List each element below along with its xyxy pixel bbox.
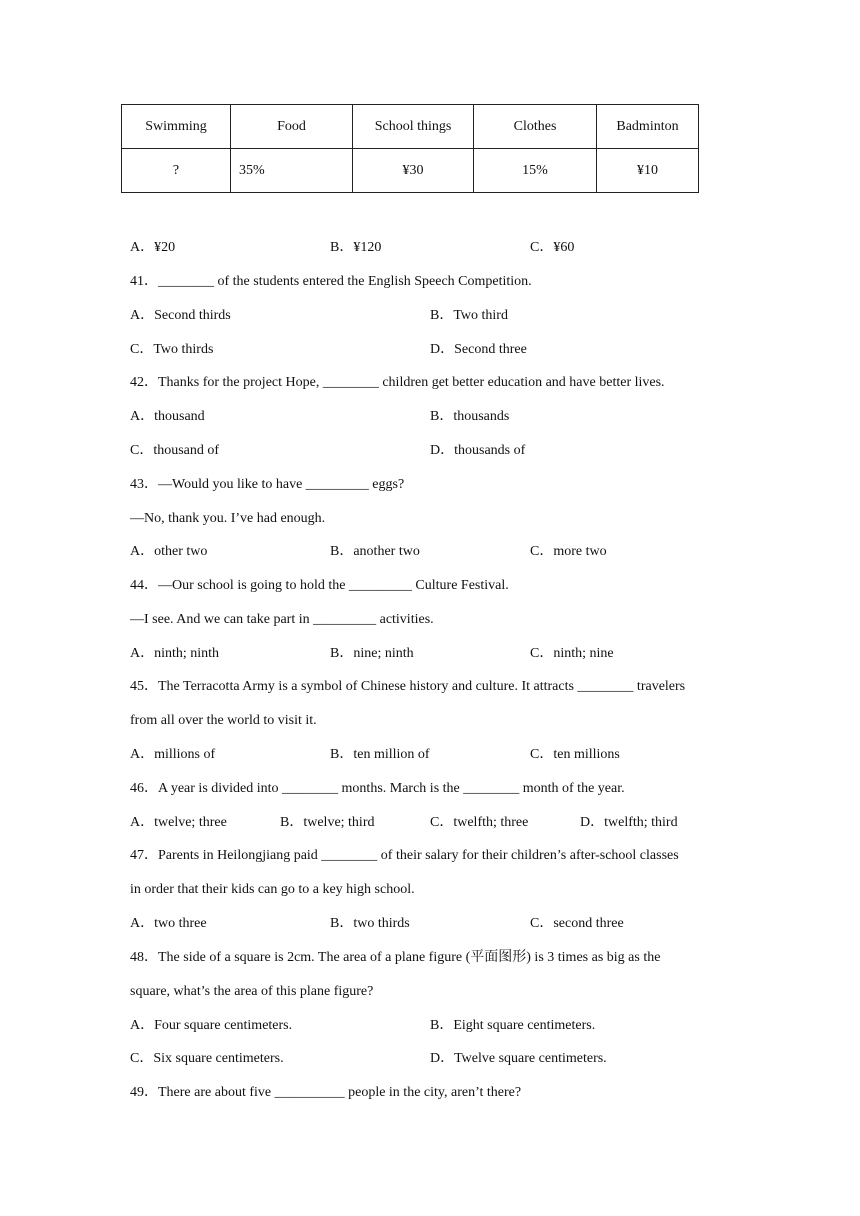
table-header-cell: Clothes — [474, 105, 597, 149]
q46-stem: 46．A year is divided into ________ months. March is the ________ month of the year. — [130, 781, 625, 796]
table-header-cell: Badminton — [597, 105, 699, 149]
q45-option-b: B．ten million of — [330, 747, 430, 762]
q46-option-c: C．twelfth; three — [430, 815, 529, 830]
table-header-cell: Swimming — [122, 105, 231, 149]
q44-stem: 44．—Our school is going to hold the _________ Culture Festival. — [130, 578, 509, 593]
table-cell: ¥30 — [353, 149, 474, 193]
q44-reply: —I see. And we can take part in _________ activities. — [130, 612, 434, 627]
q44-option-a: A．ninth; ninth — [130, 646, 220, 661]
q40-option-b: B．¥120 — [330, 240, 382, 255]
q44-option-c: C．ninth; nine — [530, 646, 614, 661]
q45-stem: 45．The Terracotta Army is a symbol of Chinese history and culture. It attracts ________ travelers — [130, 679, 686, 694]
q45-option-c: C．ten millions — [530, 747, 620, 762]
q46-option-b: B．twelve; third — [280, 815, 375, 830]
table-cell: 35% — [231, 149, 353, 193]
table-header-row — [122, 105, 699, 149]
q42-option-c: C．thousand of — [130, 443, 220, 458]
q42-option-d: D．thousands of — [430, 443, 526, 458]
q43-option-c: C．more two — [530, 544, 607, 559]
q48-stem: 48．The side of a square is 2cm. The area of a plane figure (平面图形) is 3 times as big as the — [130, 950, 661, 965]
q48-option-d: D．Twelve square centimeters. — [430, 1051, 607, 1066]
table-cell: ? — [122, 149, 231, 193]
q41-option-b: B．Two third — [430, 308, 508, 323]
q46-option-d: D．twelfth; third — [580, 815, 678, 830]
q49-stem: 49．There are about five __________ people in the city, aren’t there? — [130, 1085, 522, 1100]
q47-stem: 47．Parents in Heilongjiang paid ________ of their salary for their children’s after-school classes — [130, 848, 679, 863]
q47-option-c: C．second three — [530, 916, 624, 931]
q47-stem-continued: in order that their kids can go to a key high school. — [130, 882, 415, 897]
q48-option-a: A．Four square centimeters. — [130, 1018, 293, 1033]
q40-option-c: C．¥60 — [530, 240, 575, 255]
q45-stem-continued: from all over the world to visit it. — [130, 713, 317, 728]
q48-option-c: C．Six square centimeters. — [130, 1051, 284, 1066]
table-row — [122, 149, 699, 193]
q41-stem: 41．________ of the students entered the English Speech Competition. — [130, 274, 532, 289]
q43-option-b: B．another two — [330, 544, 420, 559]
q45-option-a: A．millions of — [130, 747, 216, 762]
q47-option-b: B．two thirds — [330, 916, 410, 931]
table-header-cell: School things — [353, 105, 474, 149]
q43-option-a: A．other two — [130, 544, 208, 559]
q46-option-a: A．twelve; three — [130, 815, 227, 830]
q42-stem: 42．Thanks for the project Hope, ________ children get better education and have better lives. — [130, 375, 665, 390]
q40-option-a: A．¥20 — [130, 240, 176, 255]
q48-stem-continued: square, what’s the area of this plane figure? — [130, 984, 374, 999]
table-cell: ¥10 — [597, 149, 699, 193]
q48-option-b: B．Eight square centimeters. — [430, 1018, 596, 1033]
q42-option-b: B．thousands — [430, 409, 510, 424]
q41-option-d: D．Second three — [430, 342, 527, 357]
q41-option-a: A．Second thirds — [130, 308, 231, 323]
q41-option-c: C．Two thirds — [130, 342, 214, 357]
q47-option-a: A．two three — [130, 916, 207, 931]
table-header-cell: Food — [231, 105, 353, 149]
q43-stem: 43．—Would you like to have _________ eggs? — [130, 477, 405, 492]
q43-reply: —No, thank you. I’ve had enough. — [130, 511, 326, 526]
q44-option-b: B．nine; ninth — [330, 646, 414, 661]
q42-option-a: A．thousand — [130, 409, 205, 424]
table-cell: 15% — [474, 149, 597, 193]
spending-table — [121, 104, 699, 193]
